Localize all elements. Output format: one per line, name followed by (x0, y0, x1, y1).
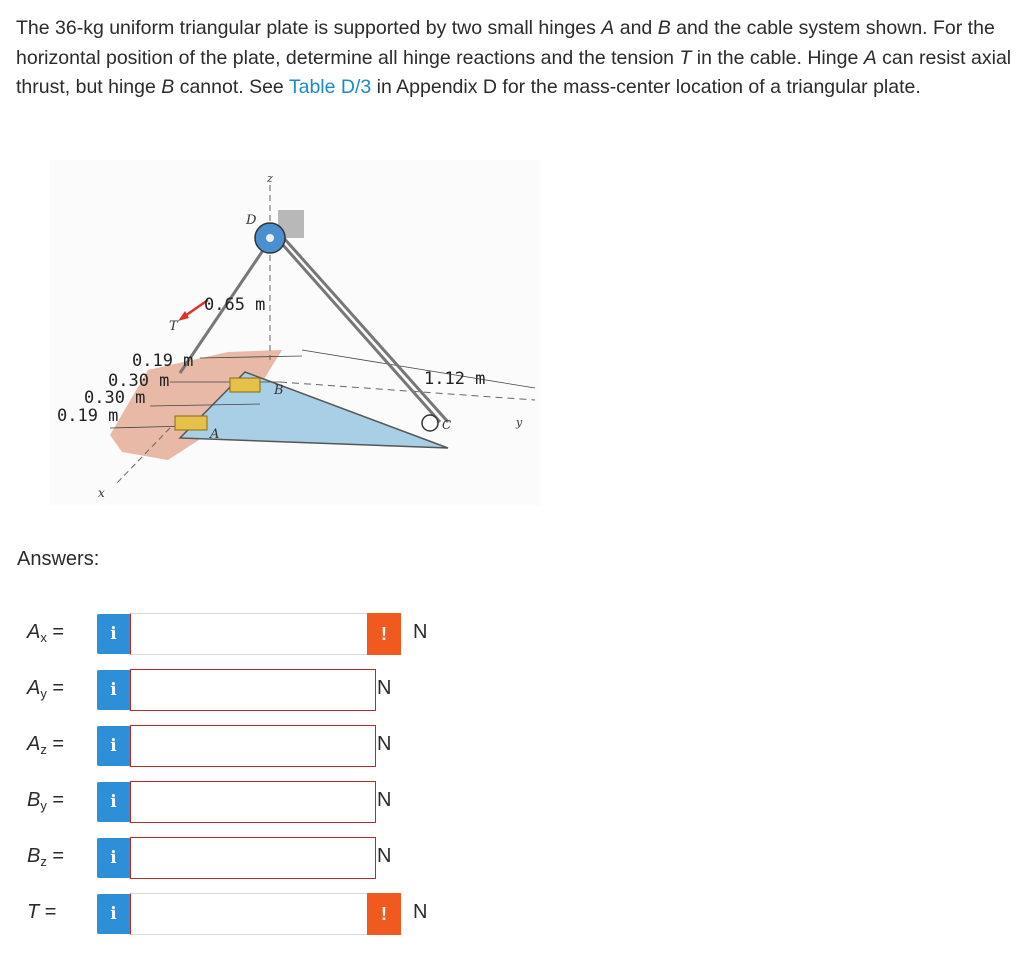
label-main: A (27, 733, 41, 755)
label-equals: = (39, 901, 57, 923)
problem-figure (50, 160, 540, 505)
problem-statement (16, 14, 1016, 103)
dim-019-bottom: 0.19 m (57, 406, 119, 426)
unit-label: N (413, 621, 428, 643)
x-label: x (98, 486, 105, 500)
answer-label (27, 901, 56, 924)
answers-heading: Answers: (17, 548, 100, 570)
problem-text: in the cable. Hinge (691, 46, 864, 69)
info-button[interactable]: i (97, 726, 130, 766)
y-label: y (516, 416, 523, 429)
answer-input-ay[interactable] (130, 669, 376, 711)
dim-112: 1.12 m (424, 369, 486, 389)
answer-input-bz[interactable] (130, 837, 376, 879)
c-label: C (442, 418, 452, 432)
dim-065: 0.65 m (204, 295, 266, 315)
warning-icon[interactable]: ! (367, 613, 401, 655)
label-equals: = (46, 845, 65, 867)
dim-030-bottom: 0.30 m (84, 388, 146, 408)
label-sub: y (40, 686, 47, 701)
answer-input-ax[interactable] (130, 613, 376, 655)
b-label: B (274, 383, 284, 398)
hinge-a-symbol: A (601, 17, 615, 39)
label-main: B (27, 789, 41, 811)
label-main: A (27, 677, 41, 699)
table-d3-link[interactable]: Table D/3 (288, 76, 372, 98)
answer-label (27, 789, 64, 813)
unit-label: N (413, 901, 428, 923)
tension-symbol: T (679, 46, 692, 69)
label-sub: z (40, 854, 47, 869)
info-button[interactable]: i (97, 782, 130, 822)
hinge-a (175, 416, 207, 430)
label-main: T (27, 901, 40, 923)
answer-input-by[interactable] (130, 781, 376, 823)
label-main: B (27, 845, 41, 867)
unit-label: N (377, 733, 392, 755)
info-button[interactable]: i (97, 670, 130, 710)
problem-text: The 36-kg uniform triangular plate is supported by two small hinges (16, 17, 602, 39)
t-label: T (169, 319, 178, 334)
z-label: z (267, 172, 273, 185)
answer-input-t[interactable] (130, 893, 376, 935)
label-sub: y (40, 798, 47, 813)
unit-label: N (377, 789, 392, 811)
a-label: A (210, 427, 220, 442)
warning-icon[interactable]: ! (367, 893, 401, 935)
problem-text: and (614, 17, 658, 39)
problem-text: can resist axial thrust, but hinge (16, 46, 1012, 98)
label-sub: x (40, 630, 47, 645)
answer-input-az[interactable] (130, 725, 376, 767)
answer-label (27, 845, 64, 869)
answer-label (27, 621, 64, 645)
label-equals: = (46, 677, 65, 699)
hinge-b (230, 378, 260, 392)
pulley-c (422, 415, 438, 431)
hinge-b-symbol: B (657, 17, 671, 39)
problem-text: in Appendix D for the mass-center location of a triangular plate. (371, 76, 921, 98)
problem-text: cannot. See (174, 76, 289, 98)
hinge-a-symbol: A (863, 46, 877, 69)
d-label: D (246, 213, 257, 228)
answer-label (27, 733, 64, 757)
answer-label (27, 677, 64, 701)
label-equals: = (46, 733, 65, 755)
label-equals: = (46, 789, 65, 811)
info-button[interactable]: i (97, 614, 130, 654)
label-main: A (27, 621, 41, 643)
label-sub: z (40, 742, 47, 757)
problem-text: and the cable system shown. For the horizontal position of the plate, determine all hinge reactions and the tension (16, 17, 995, 69)
pulley-d-hub (266, 234, 274, 242)
unit-label: N (377, 845, 392, 867)
info-button[interactable]: i (97, 838, 130, 878)
label-equals: = (46, 621, 65, 643)
hinge-b-symbol: B (161, 76, 175, 98)
unit-label: N (377, 677, 392, 699)
info-button[interactable]: i (97, 894, 130, 934)
dim-019-top: 0.19 m (132, 351, 194, 371)
dim-030-top: 0.30 m (108, 371, 170, 391)
